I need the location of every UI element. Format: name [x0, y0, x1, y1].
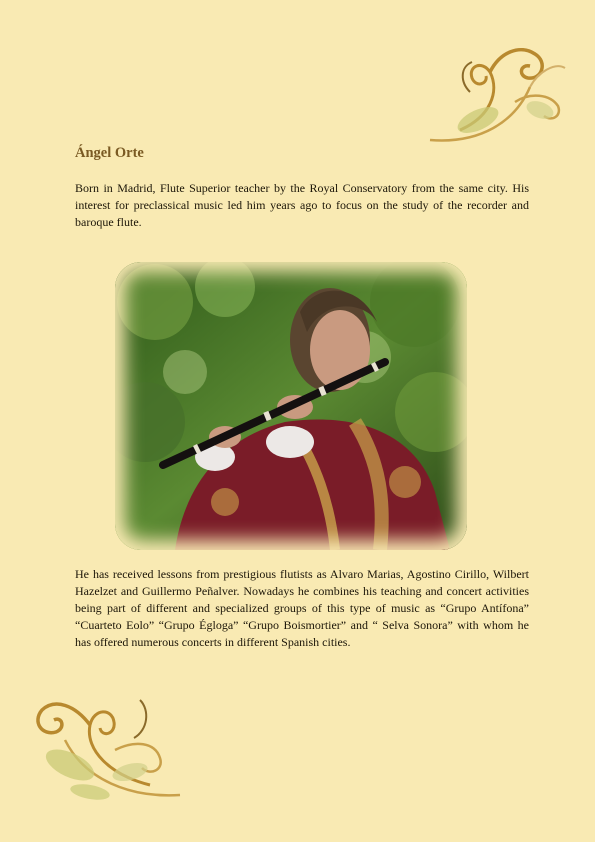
- bio-intro-paragraph: Born in Madrid, Flute Superior teacher by the Royal Conservatory from the same city. His interest for preclassical music led him years ago to focus on the study of the recorder and baroque flute.: [75, 181, 529, 229]
- bio-career-paragraph: He has received lessons from prestigious flutists as Alvaro Marias, Agostino Cirillo, Wilbert Hazelzet and Guillermo Peñalver. Nowadays he combines his teaching and concert activities being part of different and specialized groups of this type of music as “Grupo Antífona” “Cuarteto Eolo” “Grupo Égloga” “Grupo Boismortier” and “ Selva Sonora” with whom he has offered numerous concerts in different Spanish cities.: [75, 567, 529, 649]
- floral-swirl-icon: [30, 680, 190, 810]
- page-title: Ángel Orte: [75, 145, 144, 161]
- floral-swirl-icon: [420, 32, 570, 162]
- musician-photo: [115, 262, 467, 550]
